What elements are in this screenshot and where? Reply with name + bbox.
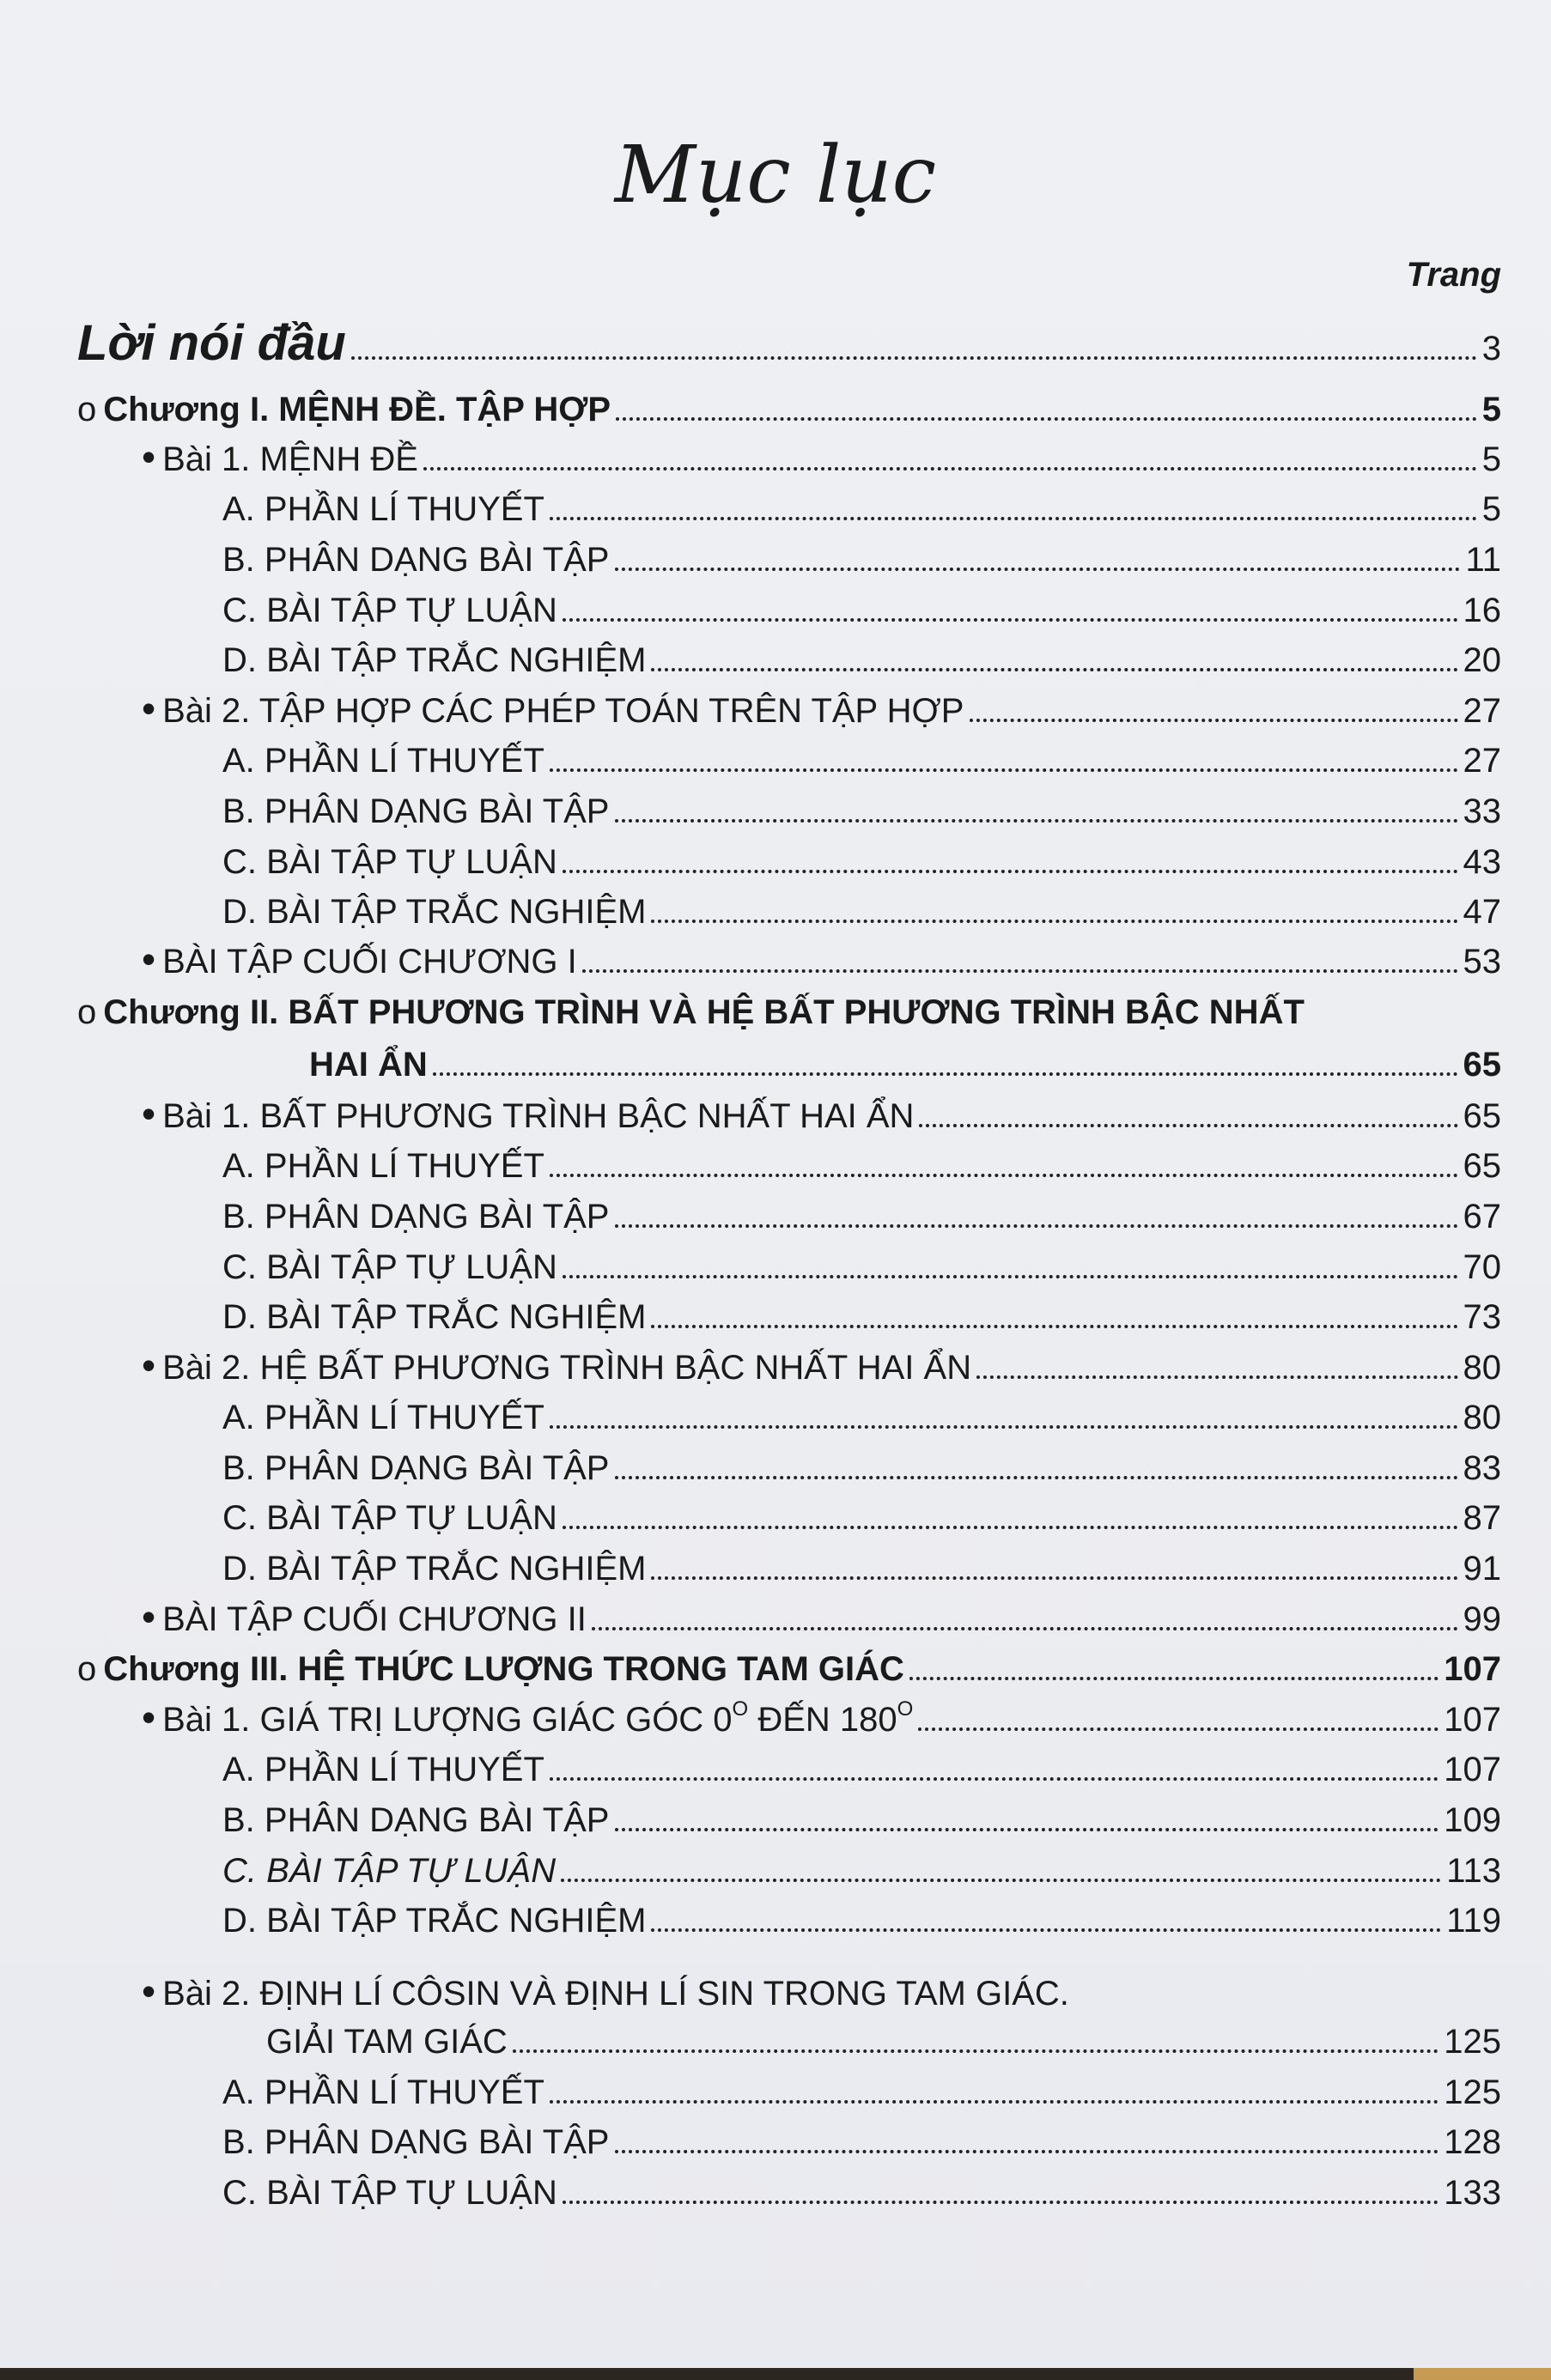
toc-entry-loi-noi-dau[interactable]: [77, 315, 1501, 371]
toc-page-number: 5: [1481, 490, 1501, 528]
toc-entry-label: o Chương I. MỆNH ĐỀ. TẬP HỢP: [77, 391, 611, 428]
toc-section[interactable]: [222, 1196, 1501, 1237]
toc-section[interactable]: [222, 891, 1501, 932]
toc-lesson[interactable]: [142, 1594, 1501, 1640]
toc-lesson[interactable]: [266, 2021, 1501, 2062]
dot-bullet-icon: •: [142, 1091, 156, 1136]
toc-page-number: 20: [1463, 641, 1501, 679]
dot-leader: [563, 1526, 1458, 1529]
dot-leader: [909, 1677, 1438, 1680]
toc-entry-label: B. PHÂN DẠNG BÀI TẬP: [222, 2123, 610, 2161]
circle-bullet-icon: o: [77, 391, 97, 428]
dot-leader: [651, 668, 1457, 671]
dot-leader: [651, 1576, 1457, 1580]
dot-leader: [976, 1375, 1457, 1379]
toc-page-number: 87: [1463, 1499, 1501, 1537]
toc-entry-label: • Bài 2. TẬP HỢP CÁC PHÉP TOÁN TRÊN TẬP HỢP: [142, 686, 964, 731]
dot-leader: [970, 719, 1458, 722]
toc-section[interactable]: [222, 1800, 1501, 1841]
toc-entry-label: A. PHẦN LÍ THUYẾT: [222, 1751, 544, 1788]
page-title: Mục lục: [614, 129, 937, 221]
toc-page-number: 73: [1463, 1298, 1501, 1336]
dot-leader: [918, 1727, 1438, 1731]
toc-section[interactable]: [222, 539, 1501, 580]
toc-page-number: 128: [1444, 2123, 1501, 2161]
toc-lesson[interactable]: [142, 1091, 1501, 1137]
dot-leader: [651, 1928, 1441, 1932]
toc-page-number: 11: [1465, 541, 1501, 579]
toc-entry-label: B. PHÂN DẠNG BÀI TẬP: [222, 1198, 610, 1236]
toc-page-number: 67: [1463, 1198, 1501, 1236]
dot-leader: [615, 2150, 1439, 2153]
toc-entry-label: A. PHẦN LÍ THUYẾT: [222, 1147, 544, 1185]
dot-leader: [423, 467, 1477, 471]
dot-leader: [351, 356, 1477, 360]
toc-section[interactable]: [222, 1397, 1501, 1438]
toc-lesson[interactable]: [142, 434, 1501, 480]
toc-page-number: 80: [1463, 1349, 1501, 1387]
toc-section[interactable]: [222, 590, 1501, 631]
dot-bullet-icon: •: [142, 1594, 156, 1639]
dot-leader: [563, 618, 1458, 622]
dot-bullet-icon: •: [142, 434, 156, 479]
toc-section[interactable]: [222, 2072, 1501, 2113]
toc-section[interactable]: [222, 1296, 1501, 1338]
toc-lesson[interactable]: [142, 686, 1501, 732]
toc-page-number: 5: [1481, 391, 1501, 428]
toc-chapter-1[interactable]: [77, 389, 1501, 430]
toc-entry-label: • Bài 2. HỆ BẤT PHƯƠNG TRÌNH BẬC NHẤT HAI ẨN: [142, 1343, 972, 1387]
toc-section[interactable]: [222, 841, 1501, 883]
toc-entry-label: C. BÀI TẬP TỰ LUẬN: [222, 843, 557, 881]
dot-leader: [550, 1425, 1458, 1429]
toc-entry-label: D. BÀI TẬP TRẮC NGHIỆM: [222, 1550, 647, 1588]
dot-bullet-icon: •: [142, 1343, 156, 1387]
dot-leader: [563, 1275, 1458, 1278]
toc-page-number: 125: [1444, 2073, 1501, 2111]
toc-entry-label: C. BÀI TẬP TỰ LUẬN: [222, 1852, 557, 1890]
dot-leader: [651, 920, 1457, 923]
dot-leader: [615, 1224, 1458, 1228]
dot-leader: [615, 568, 1461, 571]
dot-leader: [592, 1627, 1458, 1630]
dot-leader: [615, 1828, 1439, 1831]
toc-entry-label: D. BÀI TẬP TRẮC NGHIỆM: [222, 893, 647, 931]
toc-page-number: 83: [1463, 1449, 1501, 1487]
toc-entry-label: B. PHÂN DẠNG BÀI TẬP: [222, 1801, 610, 1839]
toc-entry-label: B. PHÂN DẠNG BÀI TẬP: [222, 792, 610, 830]
toc-page-number: 70: [1463, 1248, 1501, 1286]
toc-entry-label: A. PHẦN LÍ THUYẾT: [222, 742, 544, 780]
dot-leader: [616, 417, 1477, 421]
toc-section[interactable]: [222, 791, 1501, 832]
toc-section[interactable]: [222, 1900, 1501, 1941]
toc-entry-label: C. BÀI TẬP TỰ LUẬN: [222, 592, 557, 629]
toc-section[interactable]: [222, 640, 1501, 681]
toc-entry-label: B. PHÂN DẠNG BÀI TẬP: [222, 541, 610, 579]
toc-entry-label: HAI ẨN: [309, 1046, 428, 1084]
toc-entry-label: GIẢI TAM GIÁC: [266, 2023, 508, 2061]
toc-entry-label: • BÀI TẬP CUỐI CHƯƠNG II: [142, 1594, 587, 1639]
toc-entry-label: A. PHẦN LÍ THUYẾT: [222, 1399, 544, 1436]
toc-page-number: 133: [1444, 2174, 1501, 2212]
toc-entry-label: • Bài 1. GIÁ TRỊ LƯỢNG GIÁC GÓC $0^O$ ĐẾN $180^O$: [142, 1695, 914, 1739]
dot-leader: [651, 1325, 1457, 1328]
dot-leader: [563, 2201, 1438, 2204]
toc-entry-label: C. BÀI TẬP TỰ LUẬN: [222, 2174, 557, 2212]
toc-entry-label: D. BÀI TẬP TRẮC NGHIỆM: [222, 1298, 647, 1336]
page-column-header: Trang: [1406, 256, 1501, 294]
toc-page-number: 99: [1463, 1600, 1501, 1638]
toc-section[interactable]: [222, 1145, 1501, 1187]
toc-section[interactable]: [222, 1448, 1501, 1489]
toc-entry-label: • Bài 1. MỆNH ĐỀ: [142, 434, 418, 479]
dot-leader: [561, 1879, 1441, 1882]
toc-section[interactable]: [222, 1247, 1501, 1288]
toc-lesson[interactable]: [142, 1343, 1501, 1388]
toc-page-number: 43: [1463, 843, 1501, 881]
toc-section[interactable]: [222, 1497, 1501, 1539]
circle-bullet-icon: o: [77, 1650, 97, 1688]
toc-page-number: 65: [1463, 1147, 1501, 1185]
toc-page-number: 125: [1444, 2023, 1501, 2061]
page-bottom-corner: [1414, 2368, 1551, 2380]
toc-page-number: 80: [1463, 1399, 1501, 1436]
page-bottom-edge: [0, 2368, 1551, 2380]
toc-page-number: 27: [1463, 692, 1501, 730]
toc-entry-label: A. PHẦN LÍ THUYẾT: [222, 490, 544, 528]
toc-page-number: 33: [1463, 792, 1501, 830]
toc-entry-label: C. BÀI TẬP TỰ LUẬN: [222, 1499, 557, 1537]
toc-entry-label: A. PHẦN LÍ THUYẾT: [222, 2073, 544, 2111]
dot-leader: [433, 1072, 1458, 1076]
toc-lesson-title[interactable]: • Bài 2. ĐỊNH LÍ CÔSIN VÀ ĐỊNH LÍ SIN TRONG TAM GIÁC.: [142, 1969, 1069, 2013]
toc-page-number: 107: [1444, 1751, 1501, 1788]
toc-section[interactable]: [222, 740, 1501, 781]
toc-entry-label: • Bài 1. BẤT PHƯƠNG TRÌNH BẬC NHẤT HAI ẨN: [142, 1091, 915, 1136]
dot-leader: [563, 870, 1458, 873]
toc-entry-label: • BÀI TẬP CUỐI CHƯƠNG I: [142, 937, 577, 981]
toc-page-number: 91: [1463, 1550, 1501, 1588]
toc-page-number: 47: [1463, 893, 1501, 931]
dot-leader: [582, 969, 1458, 973]
toc-chapter-2[interactable]: [309, 1044, 1501, 1085]
toc-section[interactable]: [222, 489, 1501, 530]
toc-section[interactable]: [222, 1749, 1501, 1790]
toc-page-number: 5: [1481, 440, 1501, 478]
circle-bullet-icon: o: [77, 993, 97, 1031]
toc-entry-label: o Chương III. HỆ THỨC LƯỢNG TRONG TAM GIÁC: [77, 1650, 904, 1688]
toc-page-number: 27: [1463, 742, 1501, 780]
toc-page-number: 113: [1446, 1852, 1501, 1890]
toc-section[interactable]: [222, 1850, 1501, 1891]
dot-bullet-icon: •: [142, 1695, 156, 1739]
toc-page-number: 107: [1444, 1701, 1501, 1739]
toc-lesson[interactable]: [142, 937, 1501, 982]
toc-entry-label: C. BÀI TẬP TỰ LUẬN: [222, 1248, 557, 1286]
toc-page-number: 107: [1444, 1650, 1501, 1688]
dot-leader: [615, 819, 1458, 823]
toc-chapter-3[interactable]: [77, 1648, 1501, 1690]
dot-bullet-icon: •: [142, 1969, 156, 2013]
toc-page-number: 3: [1481, 330, 1501, 367]
dot-leader: [550, 2100, 1438, 2104]
toc-page-number: 16: [1463, 592, 1501, 629]
dot-leader: [550, 517, 1477, 520]
dot-leader: [513, 2049, 1438, 2053]
toc-section[interactable]: [222, 2172, 1501, 2213]
toc-entry-label: D. BÀI TẬP TRẮC NGHIỆM: [222, 641, 647, 679]
toc-page-number: 119: [1446, 1902, 1501, 1940]
dot-leader: [615, 1476, 1458, 1479]
dot-leader: [919, 1124, 1457, 1127]
dot-bullet-icon: •: [142, 937, 156, 981]
toc-page-number: 65: [1463, 1046, 1501, 1084]
toc-entry-label: D. BÀI TẬP TRẮC NGHIỆM: [222, 1902, 647, 1940]
toc-chapter-2-title[interactable]: o Chương II. BẤT PHƯƠNG TRÌNH VÀ HỆ BẤT PHƯƠNG TRÌNH BẬC NHẤT: [77, 993, 1305, 1031]
dot-leader: [550, 1174, 1458, 1177]
toc-lesson[interactable]: [142, 1695, 1501, 1740]
toc-entry-label: Lời nói đầu: [77, 315, 346, 371]
toc-page-number: 65: [1463, 1097, 1501, 1135]
toc-entry-label: B. PHÂN DẠNG BÀI TẬP: [222, 1449, 610, 1487]
toc-page-number: 109: [1444, 1801, 1501, 1839]
toc-section[interactable]: [222, 1548, 1501, 1589]
dot-leader: [550, 768, 1458, 772]
toc-page-number: 53: [1463, 943, 1501, 981]
dot-bullet-icon: •: [142, 686, 156, 731]
toc-section[interactable]: [222, 2122, 1501, 2163]
dot-leader: [550, 1777, 1438, 1781]
